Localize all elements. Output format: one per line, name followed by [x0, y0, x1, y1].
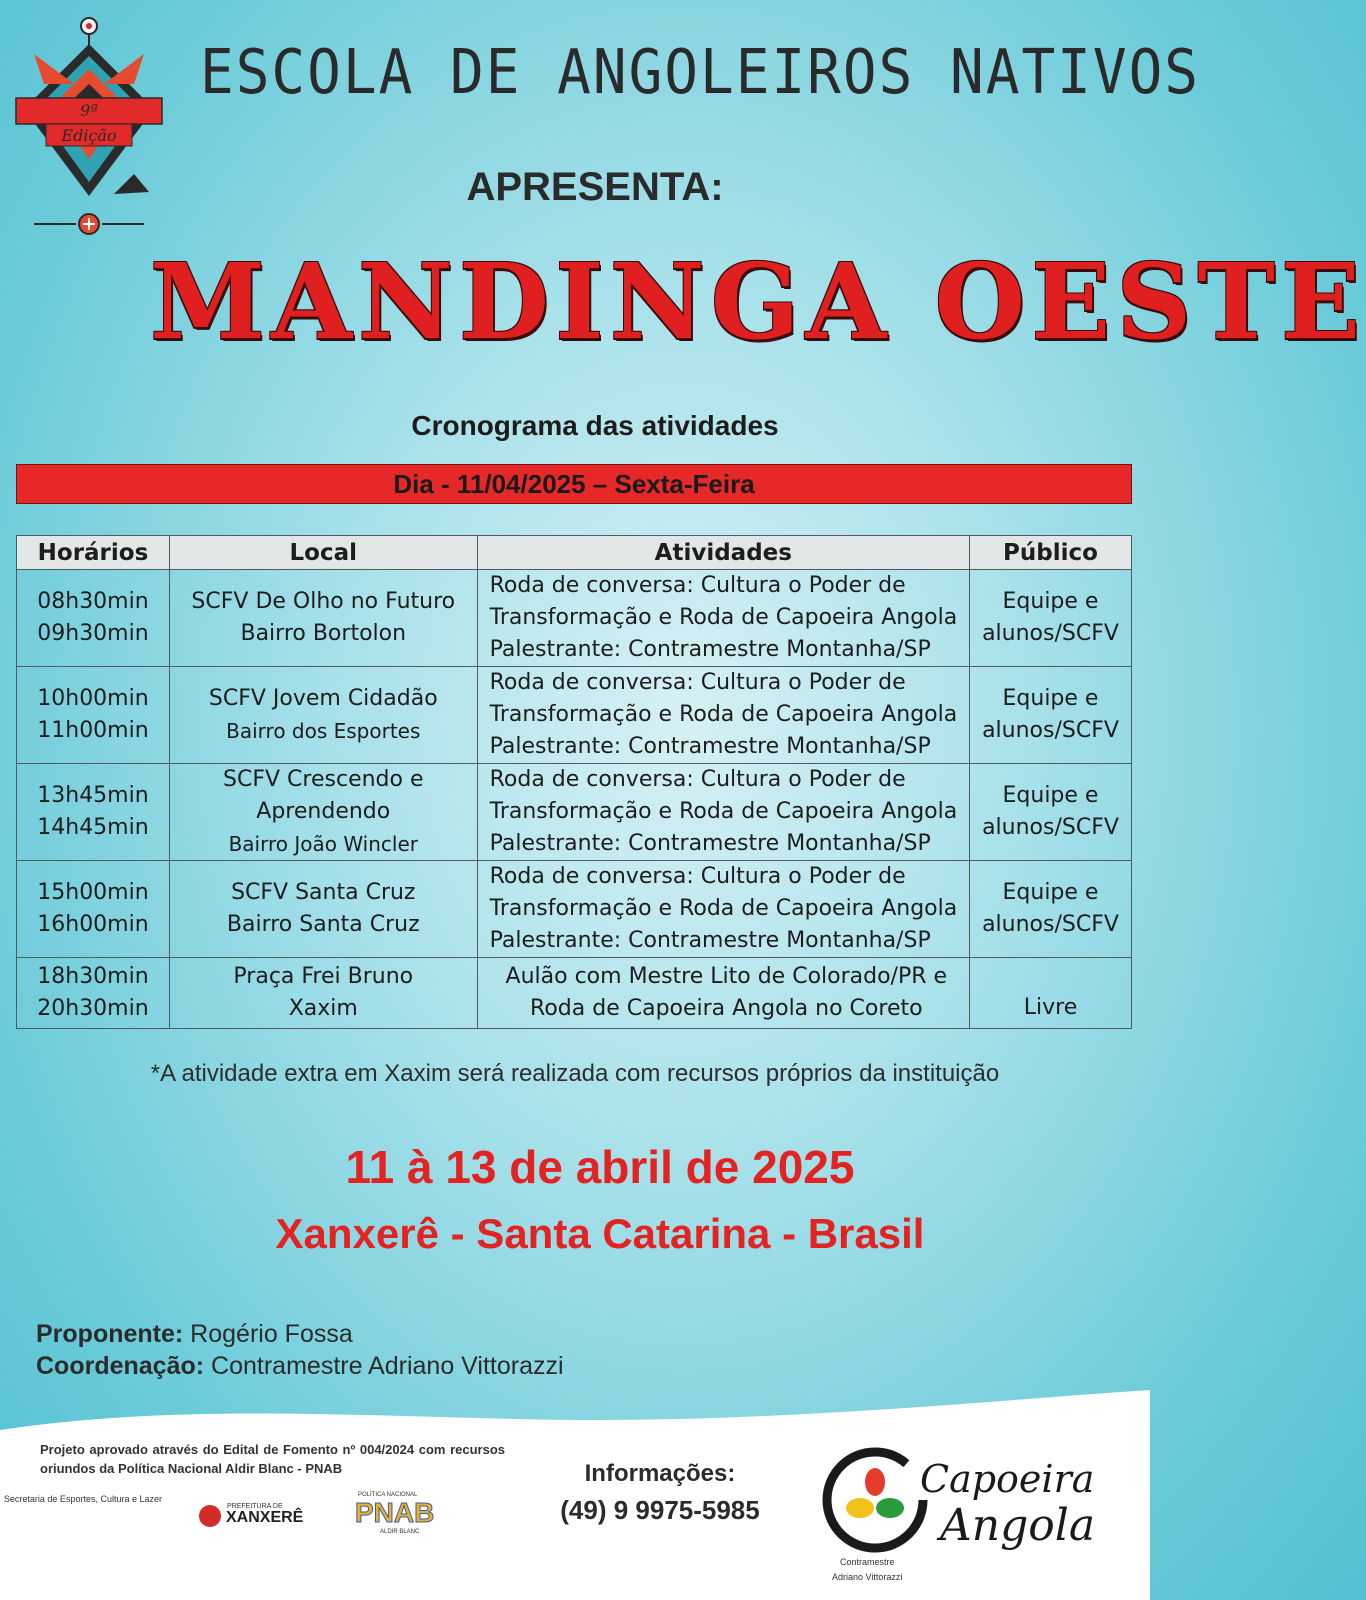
coordination-name: Contramestre Adriano Vittorazzi: [211, 1352, 564, 1380]
location-line: SCFV Santa Cruz: [231, 880, 416, 905]
time-cell: [17, 570, 170, 667]
time-cell: [17, 667, 170, 764]
activity-line: Aulão com Mestre Lito de Colorado/PR e: [505, 964, 948, 989]
pnab-sub: ALDIR BLANC: [380, 1529, 420, 1535]
sponsor-logos: [3, 1490, 490, 1535]
time-end: 16h00min: [37, 912, 149, 937]
location-line: Bairro Bortolon: [240, 621, 407, 646]
info-phone: (49) 9 9975-5985: [560, 1495, 760, 1525]
time-cell: [17, 958, 170, 1029]
location-line: Xaxim: [288, 996, 358, 1021]
location-line: Aprendendo: [256, 799, 391, 824]
sponsor-secretaria-text: Secretaria de Esportes, Cultura e Lazer: [3, 1494, 162, 1504]
info-label: Informações:: [584, 1460, 736, 1487]
activity-line: Transformação e Roda de Capoeira Angola: [489, 702, 958, 727]
audience-cell: [970, 958, 1132, 1029]
coordination-credit: [36, 1352, 564, 1381]
time-start: 18h30min: [37, 964, 149, 989]
location-line: Bairro João Wincler: [228, 832, 418, 856]
activity-line: Roda de Capoeira Angola no Coreto: [530, 996, 923, 1021]
audience-line: alunos/SCFV: [982, 912, 1119, 937]
table-row: [17, 764, 1132, 861]
activity-line: Transformação e Roda de Capoeira Angola: [489, 605, 958, 630]
activity-line: Palestrante: Contramestre Montanha/SP: [489, 637, 931, 662]
event-dates: 11 à 13 de abril de 2025: [345, 1141, 855, 1193]
column-header-audience: Público: [970, 536, 1132, 570]
audience-cell: [970, 861, 1132, 958]
activity-cell: [477, 667, 969, 764]
table-row: [17, 667, 1132, 764]
time-end: 20h30min: [37, 996, 149, 1021]
location-line: SCFV Crescendo e: [223, 767, 424, 792]
sponsor-xanxere: XANXERÊ: [226, 1509, 304, 1526]
activity-line: Palestrante: Contramestre Montanha/SP: [489, 831, 931, 856]
activity-line: Palestrante: Contramestre Montanha/SP: [489, 734, 931, 759]
activity-cell: [477, 861, 969, 958]
audience-line: Equipe e: [1002, 686, 1099, 711]
time-end: 11h00min: [37, 718, 149, 743]
activity-line: Transformação e Roda de Capoeira Angola: [489, 896, 958, 921]
column-header-times: Horários: [17, 536, 170, 570]
activity-cell: [477, 764, 969, 861]
audience-line: Equipe e: [1002, 880, 1099, 905]
location-line: Praça Frei Bruno: [233, 964, 414, 989]
sponsor-prefeitura-small: PREFEITURA DE: [227, 1503, 283, 1510]
org-name: ESCOLA DE ANGOLEIROS NATIVOS: [200, 36, 1201, 109]
audience-line: Equipe e: [1002, 589, 1099, 614]
table-row: [17, 861, 1132, 958]
proponent-label: Proponente:: [36, 1320, 184, 1348]
presents-heading: APRESENTA:: [466, 165, 724, 209]
time-cell: [17, 764, 170, 861]
edition-number: 9ª: [80, 101, 98, 120]
capoeira-angola-logo: [820, 1430, 1100, 1590]
activity-line: Roda de conversa: Cultura o Poder de: [489, 864, 906, 889]
logo-sub-title: Contramestre: [840, 1557, 895, 1567]
proponent-name: Rogério Fossa: [190, 1320, 353, 1348]
activity-cell: [477, 958, 969, 1029]
pnab-logo: PNAB: [355, 1497, 435, 1528]
column-header-location: Local: [169, 536, 477, 570]
location-line: Bairro dos Esportes: [226, 719, 421, 743]
logo-sub-name: Adriano Vittorazzi: [832, 1572, 903, 1582]
day-banner: Dia - 11/04/2025 – Sexta-Feira: [16, 464, 1132, 504]
schedule-heading: Cronograma das atividades: [411, 410, 779, 441]
time-start: 10h00min: [37, 686, 149, 711]
location-cell: [169, 764, 477, 861]
location-cell: [169, 958, 477, 1029]
location-line: Bairro Santa Cruz: [226, 912, 420, 937]
time-end: 09h30min: [37, 621, 149, 646]
audience-line: alunos/SCFV: [982, 718, 1119, 743]
location-cell: [169, 570, 477, 667]
location-line: SCFV Jovem Cidadão: [208, 686, 438, 711]
audience-cell: [970, 570, 1132, 667]
activity-line: Roda de conversa: Cultura o Poder de: [489, 670, 906, 695]
edition-word: Edição: [61, 126, 117, 145]
table-row: [17, 958, 1132, 1029]
activity-cell: [477, 570, 969, 667]
audience-line: alunos/SCFV: [982, 621, 1119, 646]
table-row: [17, 570, 1132, 667]
capoeira-word: Capoeira: [920, 1457, 1095, 1501]
pnab-small: POLÍTICA NACIONAL: [358, 1492, 418, 1498]
audience-cell: [970, 667, 1132, 764]
schedule-table: [16, 535, 1132, 1029]
edition-badge-logo: [14, 14, 164, 244]
time-start: 13h45min: [37, 783, 149, 808]
activity-line: Roda de conversa: Cultura o Poder de: [489, 573, 906, 598]
location-cell: [169, 667, 477, 764]
column-header-activities: Atividades: [477, 536, 969, 570]
audience-line: Equipe e: [1002, 783, 1099, 808]
activity-line: Roda de conversa: Cultura o Poder de: [489, 767, 906, 792]
table-header-row: [17, 536, 1132, 570]
audience-cell: [970, 764, 1132, 861]
time-end: 14h45min: [37, 815, 149, 840]
angola-word: Angola: [940, 1500, 1096, 1551]
time-start: 08h30min: [37, 589, 149, 614]
audience-line: Livre: [1023, 995, 1078, 1020]
audience-line: alunos/SCFV: [982, 815, 1119, 840]
event-title: MANDINGA OESTE: [150, 240, 1366, 363]
activity-line: Transformação e Roda de Capoeira Angola: [489, 799, 958, 824]
location-line: SCFV De Olho no Futuro: [191, 589, 456, 614]
time-start: 15h00min: [37, 880, 149, 905]
activity-line: Palestrante: Contramestre Montanha/SP: [489, 928, 931, 953]
event-location: Xanxerê - Santa Catarina - Brasil: [275, 1210, 925, 1257]
coordination-label: Coordenação:: [36, 1352, 205, 1380]
funding-notice: Projeto aprovado através do Edital de Fomento nº 004/2024 com recursos oriundos da Política Nacional Aldir Blanc - PNAB: [40, 1442, 505, 1476]
time-cell: [17, 861, 170, 958]
location-cell: [169, 861, 477, 958]
proponent-credit: [36, 1320, 353, 1349]
footnote: *A atividade extra em Xaxim será realizada com recursos próprios da instituição: [150, 1060, 1000, 1087]
